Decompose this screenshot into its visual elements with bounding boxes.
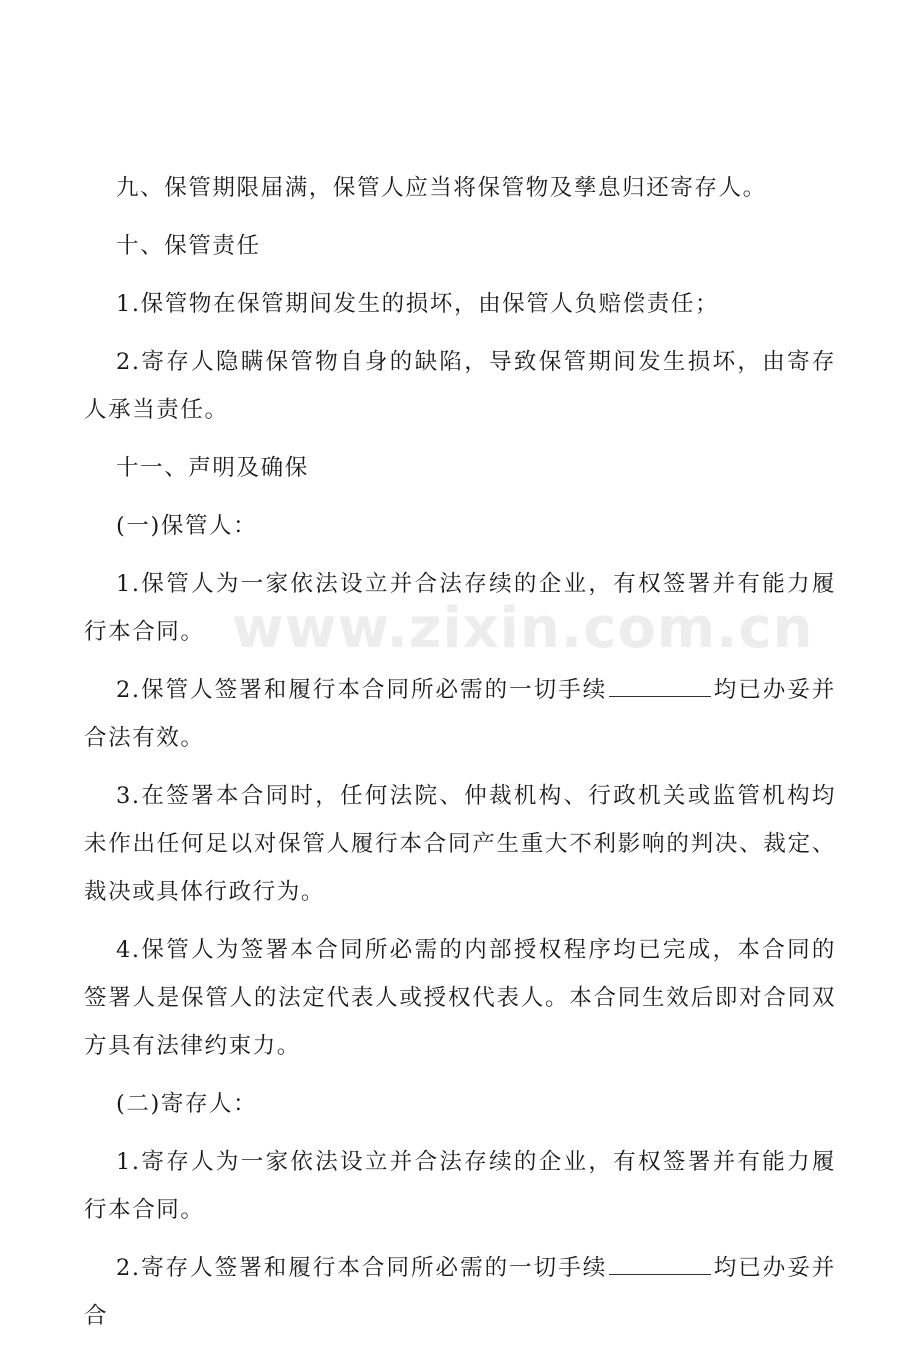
custodian-heading: (一)保管人： <box>116 513 258 539</box>
custodian-item-3: 3.在签署本合同时，任何法院、仲裁机构、行政机关或监管机构均未作出任何足以对保管人履行本合同产生重大不利影响的判决、裁定、裁决或具体行政行为。 <box>84 783 836 905</box>
fill-in-blank <box>609 1250 711 1275</box>
clause-10-item-1: 1.保管物在保管期间发生的损坏，由保管人负赔偿责任； <box>116 291 720 317</box>
watermark: www.zixin.com.cn <box>232 596 814 661</box>
depositor-heading: (二)寄存人： <box>116 1091 258 1117</box>
clause-10-item-2: 2.寄存人隐瞒保管物自身的缺陷，导致保管期间发生损坏，由寄存人承当责任。 <box>84 349 836 423</box>
clause-10-heading: 十、保管责任 <box>116 233 261 259</box>
depositor-item-2-text-before: 2.寄存人签署和履行本合同所必需的一切手续 <box>116 1255 608 1281</box>
custodian-item-1: 1.保管人为一家依法设立并合法存续的企业，有权签署并有能力履行本合同。 <box>84 571 836 645</box>
depositor-item-1: 1.寄存人为一家依法设立并合法存续的企业，有权签署并有能力履行本合同。 <box>84 1149 836 1223</box>
custodian-item-2-text-before: 2.保管人签署和履行本合同所必需的一切手续 <box>116 677 608 703</box>
clause-9: 九、保管期限届满，保管人应当将保管物及孳息归还寄存人。 <box>116 175 767 201</box>
fill-in-blank <box>609 672 711 697</box>
depositor-item-2 <box>84 1244 836 1340</box>
clause-11-heading: 十一、声明及确保 <box>116 455 309 481</box>
custodian-item-4: 4.保管人为签署本合同所必需的内部授权程序均已完成，本合同的签署人是保管人的法定代表人或授权代表人。本合同生效后即对合同双方具有法律约束力。 <box>84 937 836 1059</box>
custodian-item-2-text-after: 均已办妥并合法有效。 <box>84 677 836 751</box>
depositor-item-2-text-after: 均已办妥并合 <box>84 1255 836 1329</box>
custodian-item-2 <box>84 666 836 762</box>
document-body <box>84 164 836 1350</box>
